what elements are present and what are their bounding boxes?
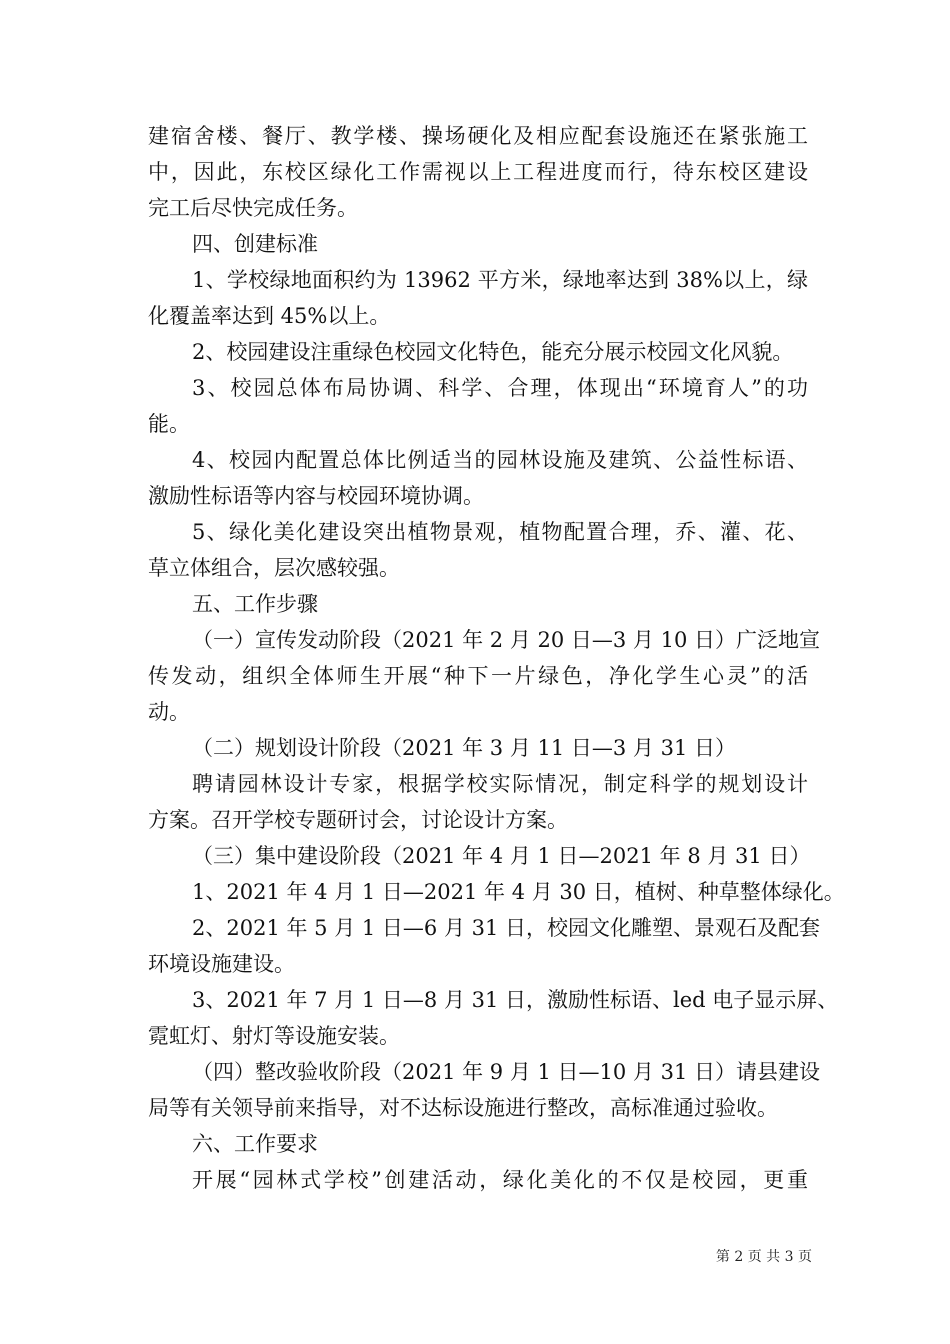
text-line: 2、2021 年 5 月 1 日—6 月 31 日，校园文化雕塑、景观石及配套 — [192, 916, 821, 940]
text-line: 能。 — [148, 412, 190, 436]
text-line: 3、2021 年 7 月 1 日—8 月 31 日，激励性标语、led 电子显示屏、 — [192, 988, 839, 1012]
text-line: 完工后尽快完成任务。 — [148, 196, 358, 220]
text-line: 2、校园建设注重绿色校园文化特色，能充分展示校园文化风貌。 — [192, 340, 794, 364]
text-line: （一）宣传发动阶段（2021 年 2 月 20 日—3 月 10 日）广泛地宣 — [192, 628, 821, 652]
text-line: （四）整改验收阶段（2021 年 9 月 1 日—10 月 31 日）请县建设 — [192, 1060, 821, 1084]
text-line: 局等有关领导前来指导，对不达标设施进行整改，高标准通过验收。 — [148, 1096, 778, 1120]
text-line: 4、校园内配置总体比例适当的园林设施及建筑、公益性标语、 — [192, 448, 808, 472]
text-line: 传发动，组织全体师生开展“种下一片绿色，净化学生心灵”的活 — [148, 664, 808, 688]
section-heading: 六、工作要求 — [192, 1132, 318, 1156]
text-line: 动。 — [148, 700, 190, 724]
text-line: （二）规划设计阶段（2021 年 3 月 11 日—3 月 31 日） — [192, 736, 737, 760]
text-line: 3、校园总体布局协调、科学、合理，体现出“环境育人”的功 — [192, 376, 808, 400]
text-line: 化覆盖率达到 45%以上。 — [148, 304, 391, 328]
section-heading: 五、工作步骤 — [192, 592, 318, 616]
text-line: 1、2021 年 4 月 1 日—2021 年 4 月 30 日，植树、种草整体绿化。 — [192, 880, 845, 904]
page-number: 第 2 页 共 3 页 — [715, 1249, 812, 1265]
text-line: 开展“园林式学校”创建活动，绿化美化的不仅是校园，更重 — [192, 1168, 808, 1192]
text-line: 建宿舍楼、餐厅、教学楼、操场硬化及相应配套设施还在紧张施工 — [148, 124, 808, 148]
text-line: （三）集中建设阶段（2021 年 4 月 1 日—2021 年 8 月 31 日） — [192, 844, 811, 868]
text-line: 聘请园林设计专家，根据学校实际情况，制定科学的规划设计 — [192, 772, 808, 796]
text-line: 激励性标语等内容与校园环境协调。 — [148, 484, 484, 508]
section-heading: 四、创建标准 — [192, 232, 318, 256]
text-line: 霓虹灯、射灯等设施安装。 — [148, 1024, 400, 1048]
text-line: 环境设施建设。 — [148, 952, 295, 976]
text-line: 方案。召开学校专题研讨会，讨论设计方案。 — [148, 808, 568, 832]
document-body — [148, 118, 845, 1198]
text-line: 5、绿化美化建设突出植物景观，植物配置合理，乔、灌、花、 — [192, 520, 808, 544]
text-line: 1、学校绿地面积约为 13962 平方米，绿地率达到 38%以上，绿 — [192, 268, 808, 292]
text-line: 草立体组合，层次感较强。 — [148, 556, 400, 580]
text-line: 中，因此，东校区绿化工作需视以上工程进度而行，待东校区建设 — [148, 160, 808, 184]
